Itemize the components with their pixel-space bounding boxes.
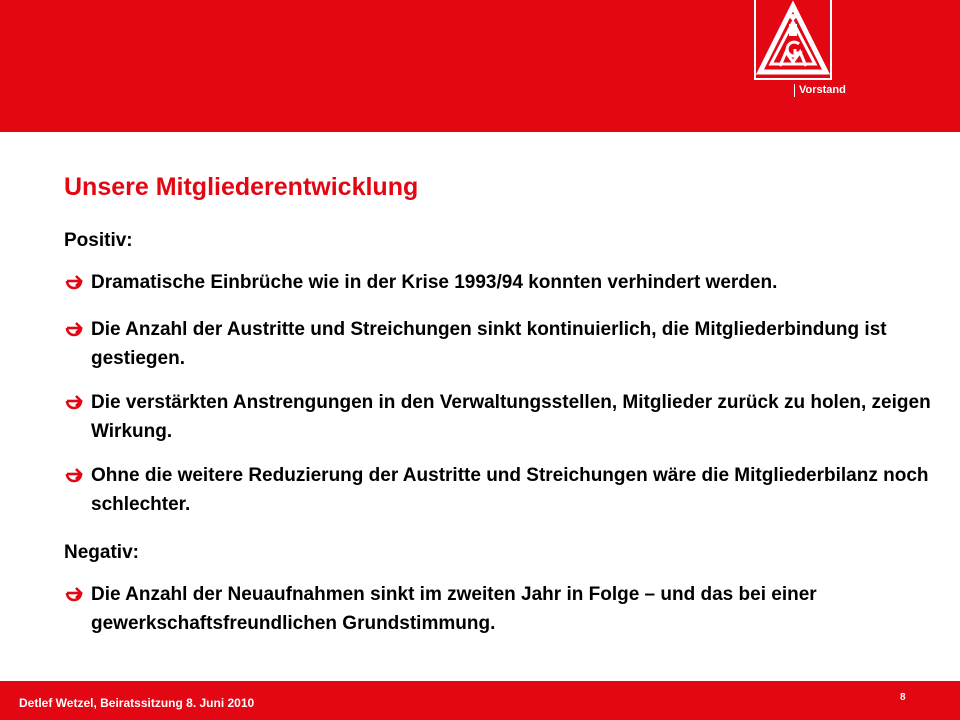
list-item [64, 461, 960, 519]
list-item-text: Dramatische Einbrüche wie in der Krise 1993/94 konnten verhindert werden. [91, 272, 778, 293]
list-item-text: Die Anzahl der Austritte und Streichungen sinkt kontinuierlich, die Mitgliederbindung ist gestiegen. [91, 319, 887, 369]
org-label: Vorstand [794, 84, 846, 97]
negative-heading: Negativ: [64, 542, 139, 563]
curved-arrow-right-icon [64, 272, 84, 292]
page-number: 8 [900, 692, 906, 703]
list-item [64, 268, 960, 297]
curved-arrow-right-icon [64, 319, 84, 339]
curved-arrow-right-icon [64, 392, 84, 412]
ig-metall-logo [754, 0, 832, 80]
curved-arrow-right-icon [64, 465, 84, 485]
list-item-text: Die Anzahl der Neuaufnahmen sinkt im zweiten Jahr in Folge – und das bei einer gewerkschaftsfreundlichen Grundstimmung. [91, 584, 817, 634]
curved-arrow-right-icon [64, 584, 84, 604]
list-item [64, 388, 960, 446]
slide-title: Unsere Mitgliederentwicklung [64, 173, 419, 201]
positive-heading: Positiv: [64, 230, 133, 251]
footer-text: Detlef Wetzel, Beiratssitzung 8. Juni 2010 [19, 696, 255, 710]
list-item-text: Ohne die weitere Reduzierung der Austritte und Streichungen wäre die Mitgliederbilanz noch schlechter. [91, 465, 929, 515]
list-item-text: Die verstärkten Anstrengungen in den Verwaltungsstellen, Mitglieder zurück zu holen, zeigen Wirkung. [91, 392, 931, 442]
list-item [64, 580, 960, 638]
list-item [64, 315, 960, 373]
